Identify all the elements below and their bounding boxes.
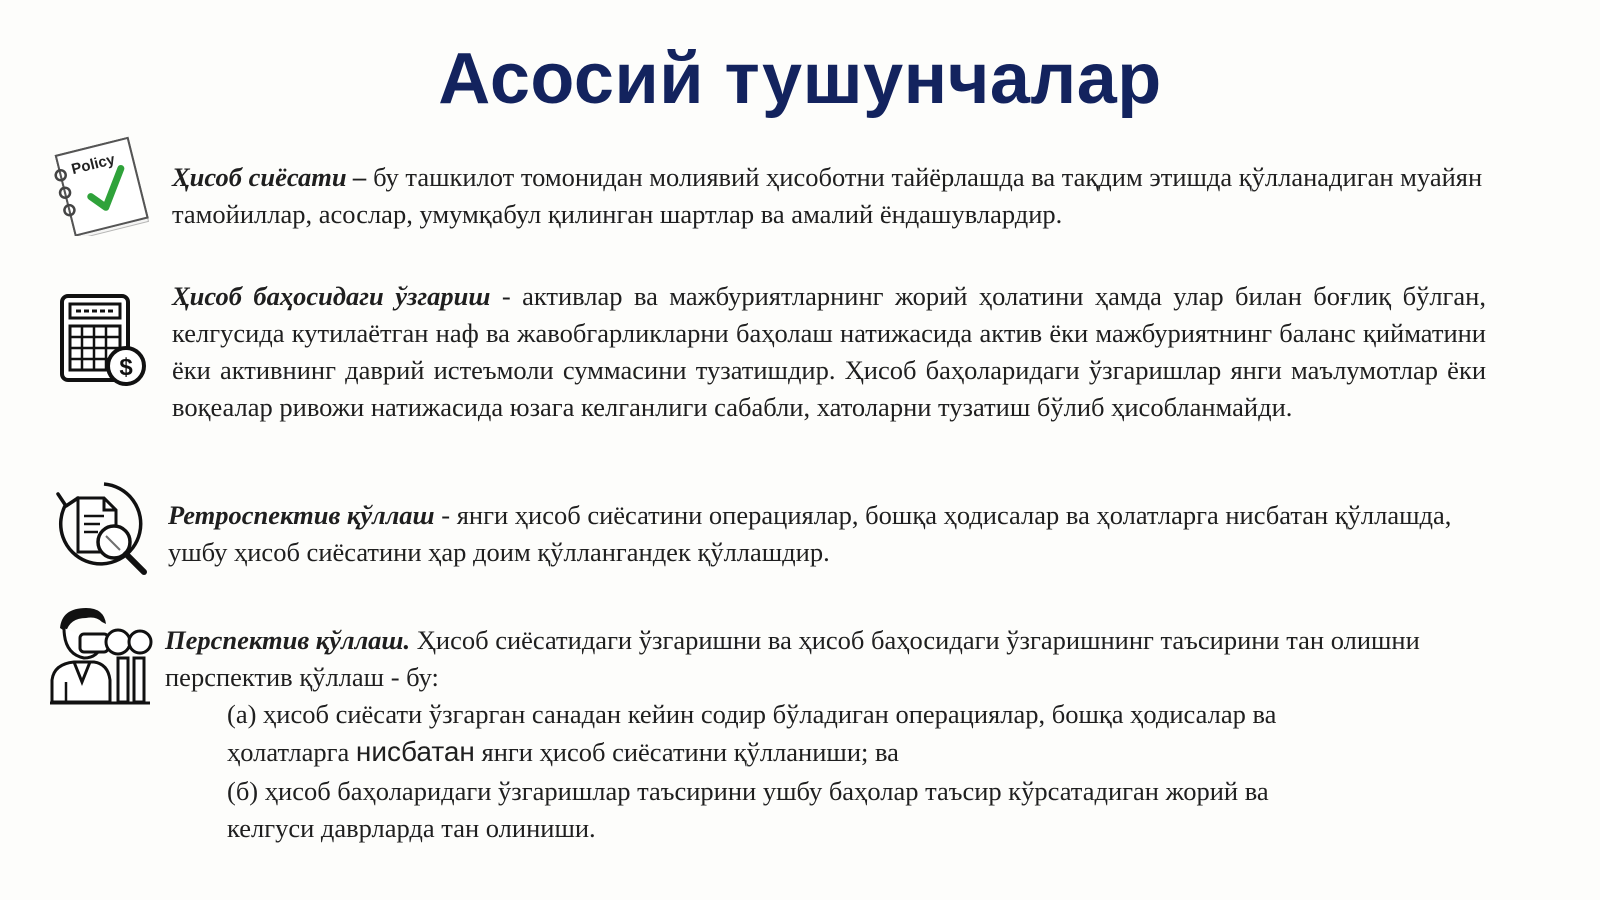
definition-estimate-change	[172, 278, 1486, 426]
term-label: Перспектив қўллаш.	[165, 625, 411, 655]
definition-text: - янги ҳисоб сиёсатини операциялар, бошқа ҳодисалар ва ҳолатларга нисбатан қўллашда, ушбу ҳисоб сиёсатини ҳар доим қўллангандек қўллашдир.	[168, 500, 1452, 567]
sub-item-a-highlight: нисбатан	[355, 736, 475, 767]
definition-retrospective	[168, 497, 1488, 571]
definition-text: бу ташкилот томонидан молиявий ҳисоботни тайёрлашда ва тақдим этишда қўлланадиган муайян тамойиллар, асослар, умумқабул қилинган шартлар ва амалий ёндашувлардир.	[172, 162, 1483, 229]
term-label: Ҳисоб сиёсати –	[172, 162, 367, 192]
page-title: Асосий тушунчалар	[438, 39, 1162, 119]
person-binoculars-icon	[46, 602, 154, 708]
definition-prospective	[165, 622, 1465, 696]
document-review-magnifier-icon	[48, 476, 152, 580]
term-label: Ретроспектив қўллаш	[168, 500, 435, 530]
sub-item-a-line1: (а) ҳисоб сиёсати ўзгарган санадан кейин содир бўладиган операциялар, бошқа ҳодисалар ва	[227, 699, 1277, 729]
term-label: Ҳисоб баҳосидаги ўзгариш	[172, 281, 491, 311]
svg-text:Policy: Policy	[69, 150, 117, 179]
definition-text: - активлар ва мажбуриятларнинг жорий ҳолатини ҳамда улар билан боғлиқ бўлган, келгусида кутилаётган наф ва жавобгарликларни баҳолаш натижасида актив ёки мажбуриятнинг баланс қийматини ёки активнинг даврий истеъмоли суммасини тузатишдир. Ҳисоб баҳоларидаги ўзгаришлар янги маълумотлар ёки воқеалар ривожи натижасида юзага келганлиги сабабли, хатоларни тузатиш бўлиб ҳисобланмайди.	[172, 281, 1486, 422]
definition-accounting-policy	[172, 159, 1502, 233]
definition-text: Ҳисоб сиёсатидаги ўзгаришни ва ҳисоб баҳосидаги ўзгаришнинг таъсирини тан олишни перспектив қўллаш - бу:	[165, 625, 1420, 692]
svg-text:$: $	[119, 354, 133, 381]
sub-item-b	[227, 773, 1507, 847]
sub-item-b-line1: (б) ҳисоб баҳоларидаги ўзгаришлар таъсирини ушбу баҳолар таъсир кўрсатадиган жорий ва	[227, 776, 1269, 806]
policy-checklist-icon	[48, 132, 152, 236]
sub-item-a-line2b: янги ҳисоб сиёсатини қўлланиши; ва	[474, 737, 899, 767]
sub-item-b-line2: келгуси даврларда тан олиниши.	[227, 813, 596, 843]
sub-item-a-line2a: ҳолатларга	[227, 737, 356, 767]
calculator-dollar-icon	[56, 290, 150, 390]
sub-item-a	[227, 696, 1507, 771]
